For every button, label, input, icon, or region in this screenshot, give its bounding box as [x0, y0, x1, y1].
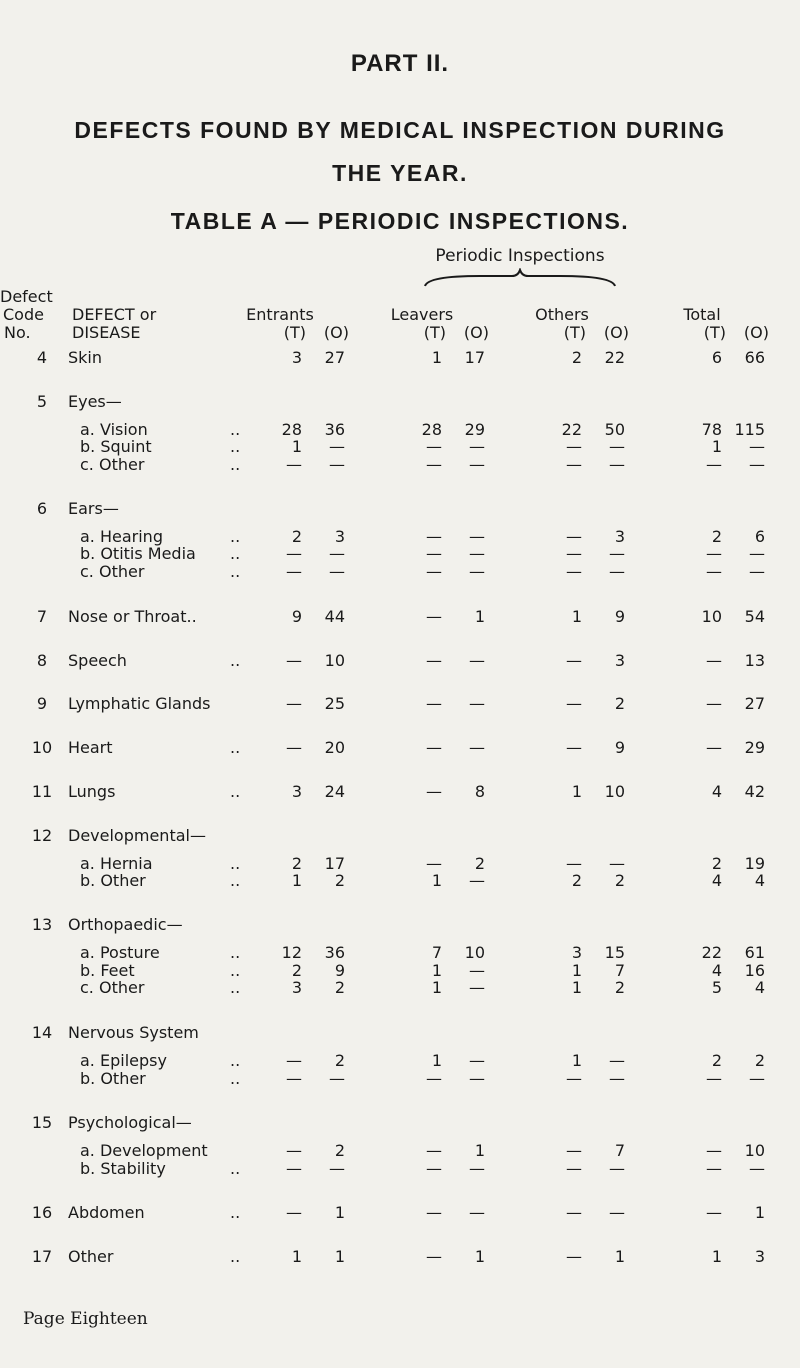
table-cell: 2 — [614, 694, 625, 713]
defect-label: c. Other — [80, 562, 145, 581]
table-cell: 5 — [711, 978, 722, 997]
defect-label: a. Hernia — [80, 854, 153, 873]
table-cell: 1 — [754, 1203, 765, 1222]
defect-label: Psychological— — [68, 1113, 192, 1132]
leader-dots: .. — [230, 943, 241, 962]
defect-code: 5 — [36, 392, 48, 411]
table-cell: — — [706, 1141, 722, 1160]
table-cell: — — [426, 651, 442, 670]
defect-label: Ears— — [68, 499, 119, 518]
header-o: (O) — [603, 323, 629, 342]
leader-dots: .. — [230, 1203, 241, 1222]
table-cell: — — [426, 607, 442, 626]
table-cell: 1 — [474, 1141, 485, 1160]
table-cell: — — [286, 544, 302, 563]
title-line-3: TABLE A — PERIODIC INSPECTIONS. — [170, 208, 630, 234]
table-cell: — — [469, 544, 485, 563]
leader-dots: .. — [230, 782, 241, 801]
table-cell: 17 — [324, 854, 345, 873]
table-cell: 2 — [291, 854, 302, 873]
table-cell: 2 — [334, 978, 345, 997]
table-cell: 1 — [334, 1203, 345, 1222]
table-cell: 3 — [291, 978, 302, 997]
header-o: (O) — [743, 323, 769, 342]
defect-code: 9 — [36, 694, 48, 713]
table-cell: — — [426, 562, 442, 581]
table-cell: — — [706, 1159, 722, 1178]
table-cell: 10 — [464, 943, 485, 962]
leader-dots: .. — [230, 854, 241, 873]
table-cell: — — [566, 1159, 582, 1178]
defect-label: Nervous System — [68, 1023, 199, 1042]
defect-label: a. Hearing — [80, 527, 163, 546]
table-cell: 2 — [754, 1051, 765, 1070]
group-brace — [420, 268, 620, 290]
defect-code: 16 — [31, 1203, 53, 1222]
table-cell: 10 — [744, 1141, 765, 1160]
table-cell: — — [469, 738, 485, 757]
table-cell: — — [426, 1141, 442, 1160]
header-total: Total — [683, 305, 721, 324]
table-cell: 2 — [614, 978, 625, 997]
table-cell: 3 — [754, 1247, 765, 1266]
table-cell: — — [286, 1051, 302, 1070]
table-cell: 22 — [701, 943, 722, 962]
table-cell: 3 — [571, 943, 582, 962]
table-cell: 1 — [711, 1247, 722, 1266]
table-cell: — — [469, 455, 485, 474]
table-cell: — — [749, 1159, 765, 1178]
leader-dots: .. — [230, 1051, 241, 1070]
table-cell: 2 — [711, 527, 722, 546]
table-cell: 12 — [281, 943, 302, 962]
table-cell: 9 — [614, 738, 625, 757]
header-disease: DISEASE — [72, 323, 141, 342]
table-cell: — — [469, 1203, 485, 1222]
header-entrants: Entrants — [246, 305, 314, 324]
table-cell: — — [286, 1141, 302, 1160]
defect-label: a. Epilepsy — [80, 1051, 167, 1070]
defect-label: b. Other — [80, 1069, 146, 1088]
defect-code: 10 — [31, 738, 53, 757]
defect-label: Heart — [68, 738, 113, 757]
table-cell: 19 — [744, 854, 765, 873]
table-cell: — — [426, 1069, 442, 1088]
table-cell: 1 — [431, 1051, 442, 1070]
table-cell: — — [286, 651, 302, 670]
table-cell: 8 — [474, 782, 485, 801]
table-cell: 1 — [474, 1247, 485, 1266]
leader-dots: .. — [230, 1247, 241, 1266]
table-cell: — — [469, 1069, 485, 1088]
part-heading: PART II. — [350, 50, 450, 77]
defect-label: Lymphatic Glands — [68, 694, 211, 713]
table-cell: — — [426, 1159, 442, 1178]
table-cell: — — [426, 694, 442, 713]
table-cell: 27 — [324, 348, 345, 367]
table-cell: 1 — [571, 978, 582, 997]
table-cell: — — [426, 544, 442, 563]
leader-dots: .. — [230, 527, 241, 546]
table-cell: 1 — [571, 607, 582, 626]
table-cell: 22 — [604, 348, 625, 367]
table-cell: 2 — [291, 961, 302, 980]
table-cell: — — [706, 562, 722, 581]
defect-label: c. Other — [80, 978, 145, 997]
table-cell: — — [609, 1069, 625, 1088]
table-cell: 42 — [744, 782, 765, 801]
leader-dots: .. — [230, 738, 241, 757]
table-cell: — — [609, 455, 625, 474]
defect-code: 15 — [31, 1113, 53, 1132]
defect-label: Developmental— — [68, 826, 206, 845]
table-cell: 1 — [431, 961, 442, 980]
table-cell: 1 — [474, 607, 485, 626]
table-cell: 2 — [614, 871, 625, 890]
table-cell: — — [706, 694, 722, 713]
table-cell: 54 — [744, 607, 765, 626]
page-footer: Page Eighteen — [23, 1309, 148, 1329]
table-cell: 28 — [421, 420, 442, 439]
defect-code: 11 — [31, 782, 53, 801]
table-cell: 7 — [431, 943, 442, 962]
table-cell: 15 — [604, 943, 625, 962]
table-cell: — — [469, 1051, 485, 1070]
table-cell: 61 — [744, 943, 765, 962]
defect-label: b. Feet — [80, 961, 135, 980]
defect-label: Lungs — [68, 782, 116, 801]
table-cell: 10 — [324, 651, 345, 670]
table-cell: — — [469, 694, 485, 713]
table-cell: 4 — [754, 871, 765, 890]
table-cell: 3 — [291, 348, 302, 367]
table-cell: — — [286, 694, 302, 713]
table-cell: — — [469, 1159, 485, 1178]
defect-label: Nose or Throat.. — [68, 607, 197, 626]
table-cell: — — [426, 527, 442, 546]
defect-label: Orthopaedic— — [68, 915, 183, 934]
table-cell: 3 — [614, 527, 625, 546]
table-cell: 4 — [711, 961, 722, 980]
table-cell: — — [566, 651, 582, 670]
table-cell: — — [609, 437, 625, 456]
header-t: (T) — [423, 323, 446, 342]
table-cell: — — [609, 854, 625, 873]
table-cell: 25 — [324, 694, 345, 713]
table-cell: — — [469, 651, 485, 670]
table-cell: 2 — [334, 871, 345, 890]
defect-label: a. Vision — [80, 420, 148, 439]
table-cell: 1 — [291, 437, 302, 456]
table-cell: 1 — [431, 348, 442, 367]
table-cell: 1 — [334, 1247, 345, 1266]
table-cell: — — [706, 1203, 722, 1222]
table-cell: — — [329, 1159, 345, 1178]
table-cell: 9 — [291, 607, 302, 626]
table-cell: — — [329, 455, 345, 474]
table-cell: — — [286, 1069, 302, 1088]
table-cell: — — [286, 1203, 302, 1222]
table-cell: 2 — [334, 1141, 345, 1160]
table-cell: — — [706, 455, 722, 474]
table-cell: 44 — [324, 607, 345, 626]
table-cell: — — [749, 544, 765, 563]
defect-code: 12 — [31, 826, 53, 845]
table-cell: 27 — [744, 694, 765, 713]
table-cell: — — [566, 562, 582, 581]
table-cell: 16 — [744, 961, 765, 980]
table-cell: — — [609, 544, 625, 563]
leader-dots: .. — [230, 978, 241, 997]
header-defect-or: DEFECT or — [72, 305, 157, 324]
defect-label: b. Otitis Media — [80, 544, 196, 563]
table-cell: — — [706, 738, 722, 757]
table-cell: — — [329, 437, 345, 456]
table-cell: 4 — [754, 978, 765, 997]
title-line-1: DEFECTS FOUND BY MEDICAL INSPECTION DURING — [74, 117, 726, 143]
table-cell: — — [749, 1069, 765, 1088]
table-cell: — — [286, 738, 302, 757]
header-o: (O) — [463, 323, 489, 342]
table-cell: 36 — [324, 943, 345, 962]
table-cell: 2 — [711, 1051, 722, 1070]
leader-dots: .. — [230, 871, 241, 890]
table-cell: — — [329, 1069, 345, 1088]
table-cell: — — [609, 1051, 625, 1070]
table-cell: 2 — [571, 871, 582, 890]
defect-label: b. Stability — [80, 1159, 166, 1178]
table-cell: 13 — [744, 651, 765, 670]
defect-code: 6 — [36, 499, 48, 518]
defect-label: Abdomen — [68, 1203, 145, 1222]
table-cell: — — [286, 562, 302, 581]
table-cell: — — [469, 871, 485, 890]
table-cell: 24 — [324, 782, 345, 801]
table-cell: 29 — [744, 738, 765, 757]
table-cell: — — [706, 1069, 722, 1088]
table-cell: 10 — [604, 782, 625, 801]
table-cell: 2 — [711, 854, 722, 873]
table-cell: 2 — [334, 1051, 345, 1070]
defect-label: Eyes— — [68, 392, 122, 411]
header-leavers: Leavers — [390, 305, 454, 324]
table-cell: — — [706, 651, 722, 670]
leader-dots: .. — [230, 961, 241, 980]
table-cell: 2 — [571, 348, 582, 367]
table-cell: — — [469, 978, 485, 997]
table-cell: 1 — [571, 782, 582, 801]
table-cell: — — [706, 544, 722, 563]
table-cell: — — [609, 1203, 625, 1222]
table-cell: — — [286, 1159, 302, 1178]
leader-dots: .. — [230, 562, 241, 581]
table-cell: 1 — [431, 978, 442, 997]
table-cell: 66 — [744, 348, 765, 367]
table-cell: 10 — [701, 607, 722, 626]
table-cell: 1 — [571, 961, 582, 980]
table-cell: 50 — [604, 420, 625, 439]
table-cell: — — [566, 437, 582, 456]
table-cell: — — [426, 854, 442, 873]
table-cell: — — [749, 562, 765, 581]
table-cell: 2 — [474, 854, 485, 873]
table-cell: 29 — [464, 420, 485, 439]
table-cell: — — [566, 527, 582, 546]
table-cell: — — [566, 544, 582, 563]
defect-code: 13 — [31, 915, 53, 934]
table-cell: — — [749, 455, 765, 474]
header-code: Code — [3, 305, 44, 324]
table-cell: — — [426, 437, 442, 456]
table-cell: — — [426, 1247, 442, 1266]
table-cell: 1 — [571, 1051, 582, 1070]
header-t: (T) — [703, 323, 726, 342]
table-cell: — — [426, 455, 442, 474]
table-cell: 1 — [614, 1247, 625, 1266]
defect-label: a. Development — [80, 1141, 208, 1160]
table-cell: 1 — [291, 1247, 302, 1266]
header-others: Others — [535, 305, 589, 324]
periodic-inspections-heading: Periodic Inspections — [435, 246, 605, 266]
table-cell: — — [469, 961, 485, 980]
table-cell: 9 — [614, 607, 625, 626]
table-cell: 3 — [614, 651, 625, 670]
leader-dots: .. — [230, 651, 241, 670]
leader-dots: .. — [230, 544, 241, 563]
defect-code: 14 — [31, 1023, 53, 1042]
defect-code: 17 — [31, 1247, 53, 1266]
table-cell: — — [566, 1141, 582, 1160]
leader-dots: .. — [230, 437, 241, 456]
table-cell: — — [426, 1203, 442, 1222]
table-cell: — — [566, 455, 582, 474]
table-cell: 1 — [711, 437, 722, 456]
table-cell: — — [426, 782, 442, 801]
table-cell: 9 — [334, 961, 345, 980]
table-cell: 3 — [334, 527, 345, 546]
table-cell: — — [749, 437, 765, 456]
table-cell: 115 — [734, 420, 765, 439]
header-no: No. — [4, 323, 31, 342]
table-cell: — — [469, 437, 485, 456]
table-cell: 17 — [464, 348, 485, 367]
title-line-2: THE YEAR. — [332, 160, 468, 186]
header-defect: Defect — [0, 287, 53, 306]
defect-label: c. Other — [80, 455, 145, 474]
header-o: (O) — [323, 323, 349, 342]
table-cell: 20 — [324, 738, 345, 757]
table-cell: — — [329, 562, 345, 581]
table-cell: 6 — [711, 348, 722, 367]
leader-dots: .. — [230, 1069, 241, 1088]
table-cell: — — [566, 694, 582, 713]
header-t: (T) — [563, 323, 586, 342]
defect-label: b. Squint — [80, 437, 152, 456]
table-cell: — — [566, 1247, 582, 1266]
table-cell: 2 — [291, 527, 302, 546]
defect-label: Other — [68, 1247, 114, 1266]
table-cell: — — [566, 1203, 582, 1222]
table-cell: — — [286, 455, 302, 474]
table-cell: 36 — [324, 420, 345, 439]
table-cell: 3 — [291, 782, 302, 801]
table-cell: — — [566, 1069, 582, 1088]
table-cell: 22 — [561, 420, 582, 439]
defect-code: 4 — [36, 348, 48, 367]
table-cell: 78 — [701, 420, 722, 439]
defect-label: Speech — [68, 651, 127, 670]
leader-dots: .. — [230, 455, 241, 474]
table-cell: 28 — [281, 420, 302, 439]
table-cell: — — [609, 562, 625, 581]
table-cell: — — [566, 738, 582, 757]
table-cell: — — [609, 1159, 625, 1178]
table-cell: 1 — [291, 871, 302, 890]
table-cell: 6 — [754, 527, 765, 546]
table-cell: 7 — [614, 1141, 625, 1160]
leader-dots: .. — [230, 420, 241, 439]
leader-dots: .. — [230, 1159, 241, 1178]
table-cell: 4 — [711, 871, 722, 890]
table-cell: 1 — [431, 871, 442, 890]
defect-label: a. Posture — [80, 943, 160, 962]
table-cell: — — [469, 527, 485, 546]
table-cell: — — [469, 562, 485, 581]
table-cell: — — [566, 854, 582, 873]
header-t: (T) — [283, 323, 306, 342]
table-cell: — — [329, 544, 345, 563]
table-cell: — — [426, 738, 442, 757]
defect-code: 8 — [36, 651, 48, 670]
defect-code: 7 — [36, 607, 48, 626]
defect-label: b. Other — [80, 871, 146, 890]
defect-label: Skin — [68, 348, 103, 367]
table-cell: 4 — [711, 782, 722, 801]
table-cell: 7 — [614, 961, 625, 980]
